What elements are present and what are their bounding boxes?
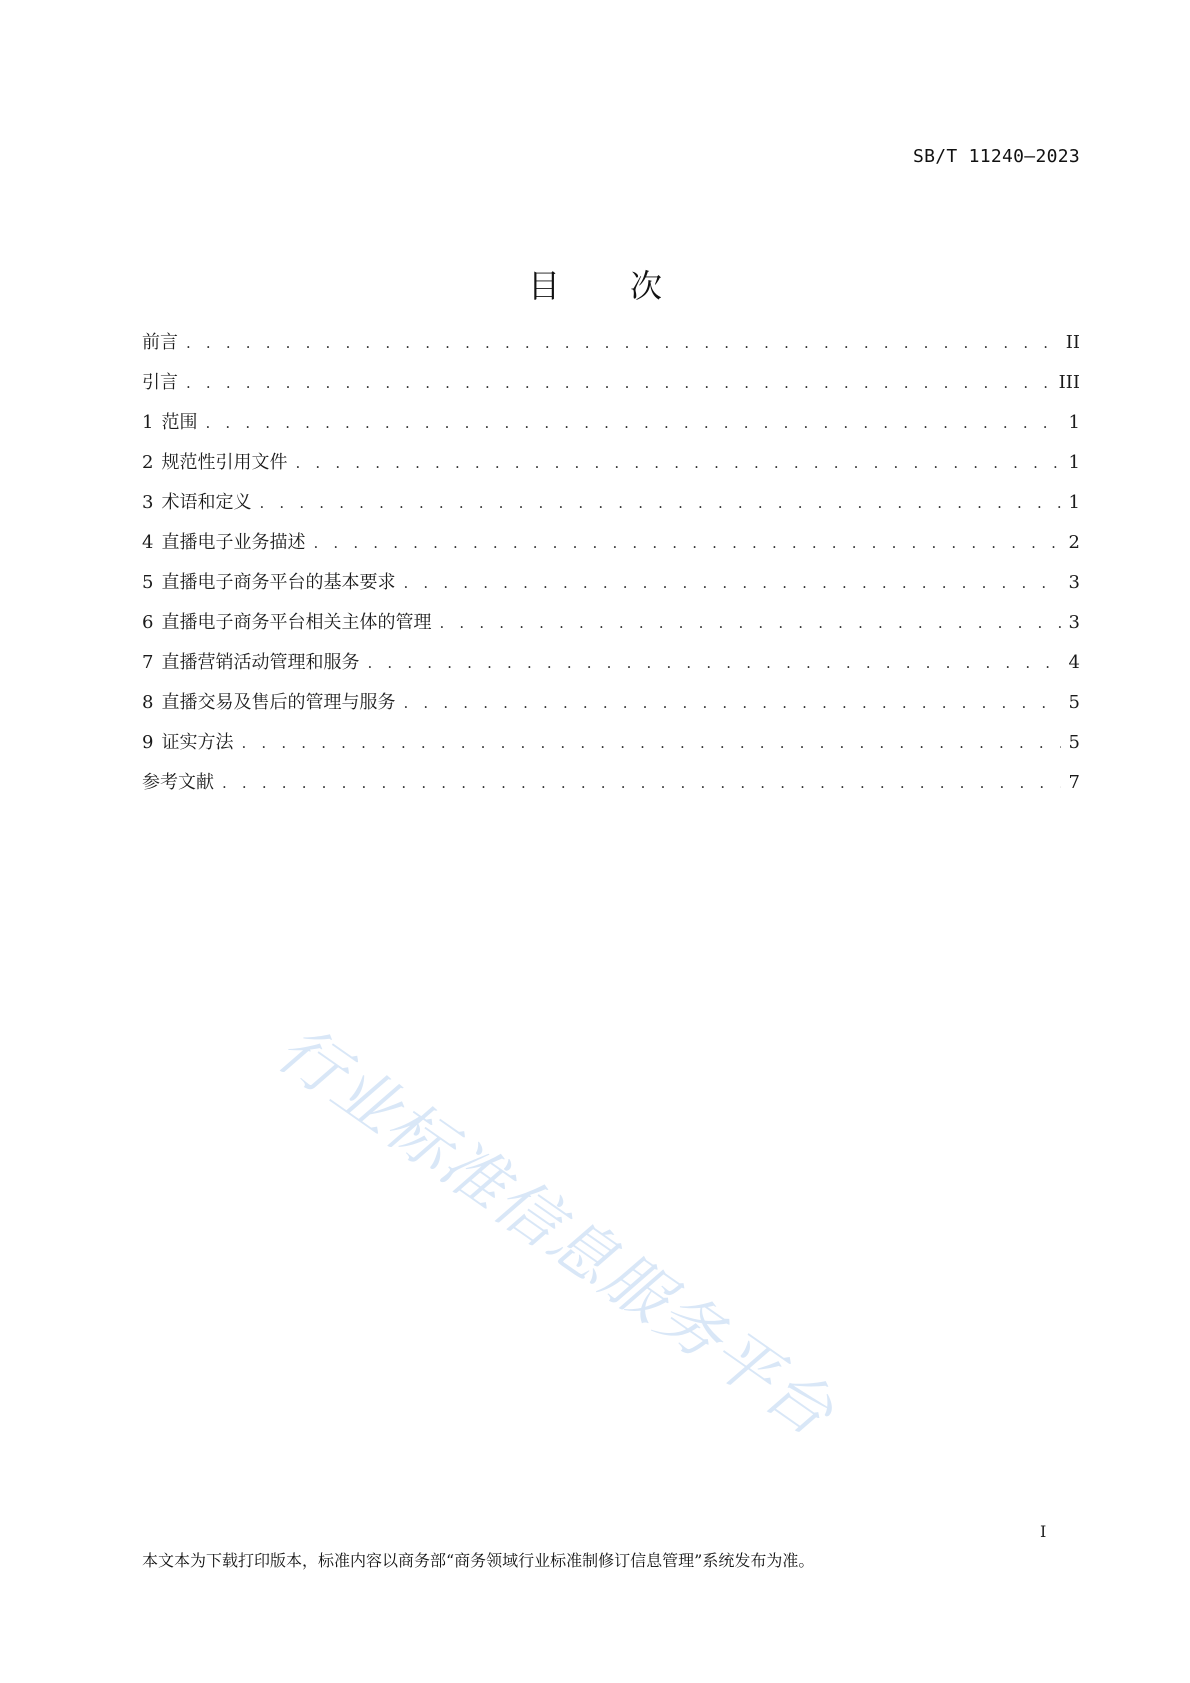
toc-entry-label bbox=[142, 528, 313, 554]
table-of-contents bbox=[142, 328, 1080, 808]
toc-entry-number: 7 bbox=[142, 652, 154, 673]
toc-entry-label bbox=[142, 648, 367, 674]
toc-entry-page: 4 bbox=[1068, 652, 1080, 673]
toc-entry-label bbox=[142, 408, 205, 434]
toc-leader-dots bbox=[403, 574, 1060, 592]
toc-entry-label bbox=[142, 368, 186, 394]
page-title-char-2: 次 bbox=[630, 267, 663, 306]
toc-entry-3[interactable] bbox=[142, 488, 1080, 528]
toc-entry-label bbox=[142, 768, 222, 794]
standard-code: SB/T 11240—2023 bbox=[912, 146, 1080, 167]
toc-entry-title: 直播电子商务平台相关主体的管理 bbox=[161, 612, 432, 633]
toc-entry-number: 6 bbox=[142, 612, 154, 633]
toc-entry-title: 直播电子商务平台的基本要求 bbox=[161, 572, 396, 593]
toc-entry-page: 1 bbox=[1068, 492, 1080, 513]
toc-entry-7[interactable] bbox=[142, 648, 1080, 688]
toc-entry-2[interactable] bbox=[142, 448, 1080, 488]
page-number: I bbox=[1040, 1522, 1047, 1541]
toc-entry-number: 1 bbox=[142, 412, 154, 433]
toc-entry-page: 1 bbox=[1068, 452, 1080, 473]
toc-leader-dots bbox=[295, 454, 1060, 472]
toc-leader-dots bbox=[222, 774, 1061, 792]
toc-entry-page: 7 bbox=[1068, 772, 1080, 793]
toc-entry-page: 5 bbox=[1068, 692, 1080, 713]
toc-entry-number: 8 bbox=[142, 692, 154, 713]
toc-entry-title: 直播交易及售后的管理与服务 bbox=[161, 692, 396, 713]
toc-entry-label bbox=[142, 448, 295, 474]
toc-leader-dots bbox=[186, 374, 1051, 392]
toc-entry-page: II bbox=[1065, 332, 1080, 353]
toc-leader-dots bbox=[259, 494, 1060, 512]
toc-entry-page: III bbox=[1058, 372, 1080, 393]
toc-entry-label bbox=[142, 608, 439, 634]
toc-entry-bibliography[interactable] bbox=[142, 768, 1080, 808]
toc-entry-number: 5 bbox=[142, 572, 154, 593]
toc-entry-4[interactable] bbox=[142, 528, 1080, 568]
toc-entry-9[interactable] bbox=[142, 728, 1080, 768]
toc-entry-number: 9 bbox=[142, 732, 154, 753]
toc-entry-title: 前言 bbox=[142, 332, 178, 353]
toc-entry-1[interactable] bbox=[142, 408, 1080, 448]
toc-leader-dots bbox=[205, 414, 1060, 432]
page-title-char-1: 目 bbox=[527, 267, 560, 306]
toc-entry-title: 范围 bbox=[161, 412, 198, 433]
toc-entry-page: 2 bbox=[1068, 532, 1080, 553]
toc-entry-title: 术语和定义 bbox=[161, 492, 252, 513]
toc-entry-page: 1 bbox=[1068, 412, 1080, 433]
toc-leader-dots bbox=[186, 334, 1058, 352]
toc-entry-6[interactable] bbox=[142, 608, 1080, 648]
toc-entry-page: 3 bbox=[1068, 612, 1080, 633]
toc-leader-dots bbox=[241, 734, 1060, 752]
footer-note: 本文本为下载打印版本，标准内容以商务部“商务领域行业标准制修订信息管理”系统发布为准。 bbox=[142, 1551, 815, 1570]
toc-entry-label bbox=[142, 568, 403, 594]
toc-entry-8[interactable] bbox=[142, 688, 1080, 728]
toc-leader-dots bbox=[313, 534, 1060, 552]
toc-entry-number: 4 bbox=[142, 532, 154, 553]
toc-entry-label bbox=[142, 328, 186, 354]
toc-entry-5[interactable] bbox=[142, 568, 1080, 608]
toc-entry-label bbox=[142, 728, 241, 754]
toc-entry-label bbox=[142, 688, 403, 714]
toc-entry-page: 3 bbox=[1068, 572, 1080, 593]
toc-entry-number: 2 bbox=[142, 452, 154, 473]
toc-leader-dots bbox=[403, 694, 1060, 712]
toc-leader-dots bbox=[439, 614, 1060, 632]
toc-entry-introduction[interactable] bbox=[142, 368, 1080, 408]
toc-entry-title: 规范性引用文件 bbox=[161, 452, 288, 473]
watermark: 行业标准信息服务平台 bbox=[263, 1012, 848, 1452]
toc-entry-foreword[interactable] bbox=[142, 328, 1080, 368]
toc-entry-page: 5 bbox=[1068, 732, 1080, 753]
toc-entry-title: 直播电子业务描述 bbox=[161, 532, 306, 553]
toc-entry-title: 证实方法 bbox=[161, 732, 234, 753]
toc-entry-title: 引言 bbox=[142, 372, 178, 393]
toc-entry-number: 3 bbox=[142, 492, 154, 513]
toc-leader-dots bbox=[367, 654, 1060, 672]
toc-entry-label bbox=[142, 488, 259, 514]
toc-entry-title: 参考文献 bbox=[142, 772, 214, 793]
toc-entry-title: 直播营销活动管理和服务 bbox=[161, 652, 360, 673]
page-title bbox=[0, 261, 1190, 307]
